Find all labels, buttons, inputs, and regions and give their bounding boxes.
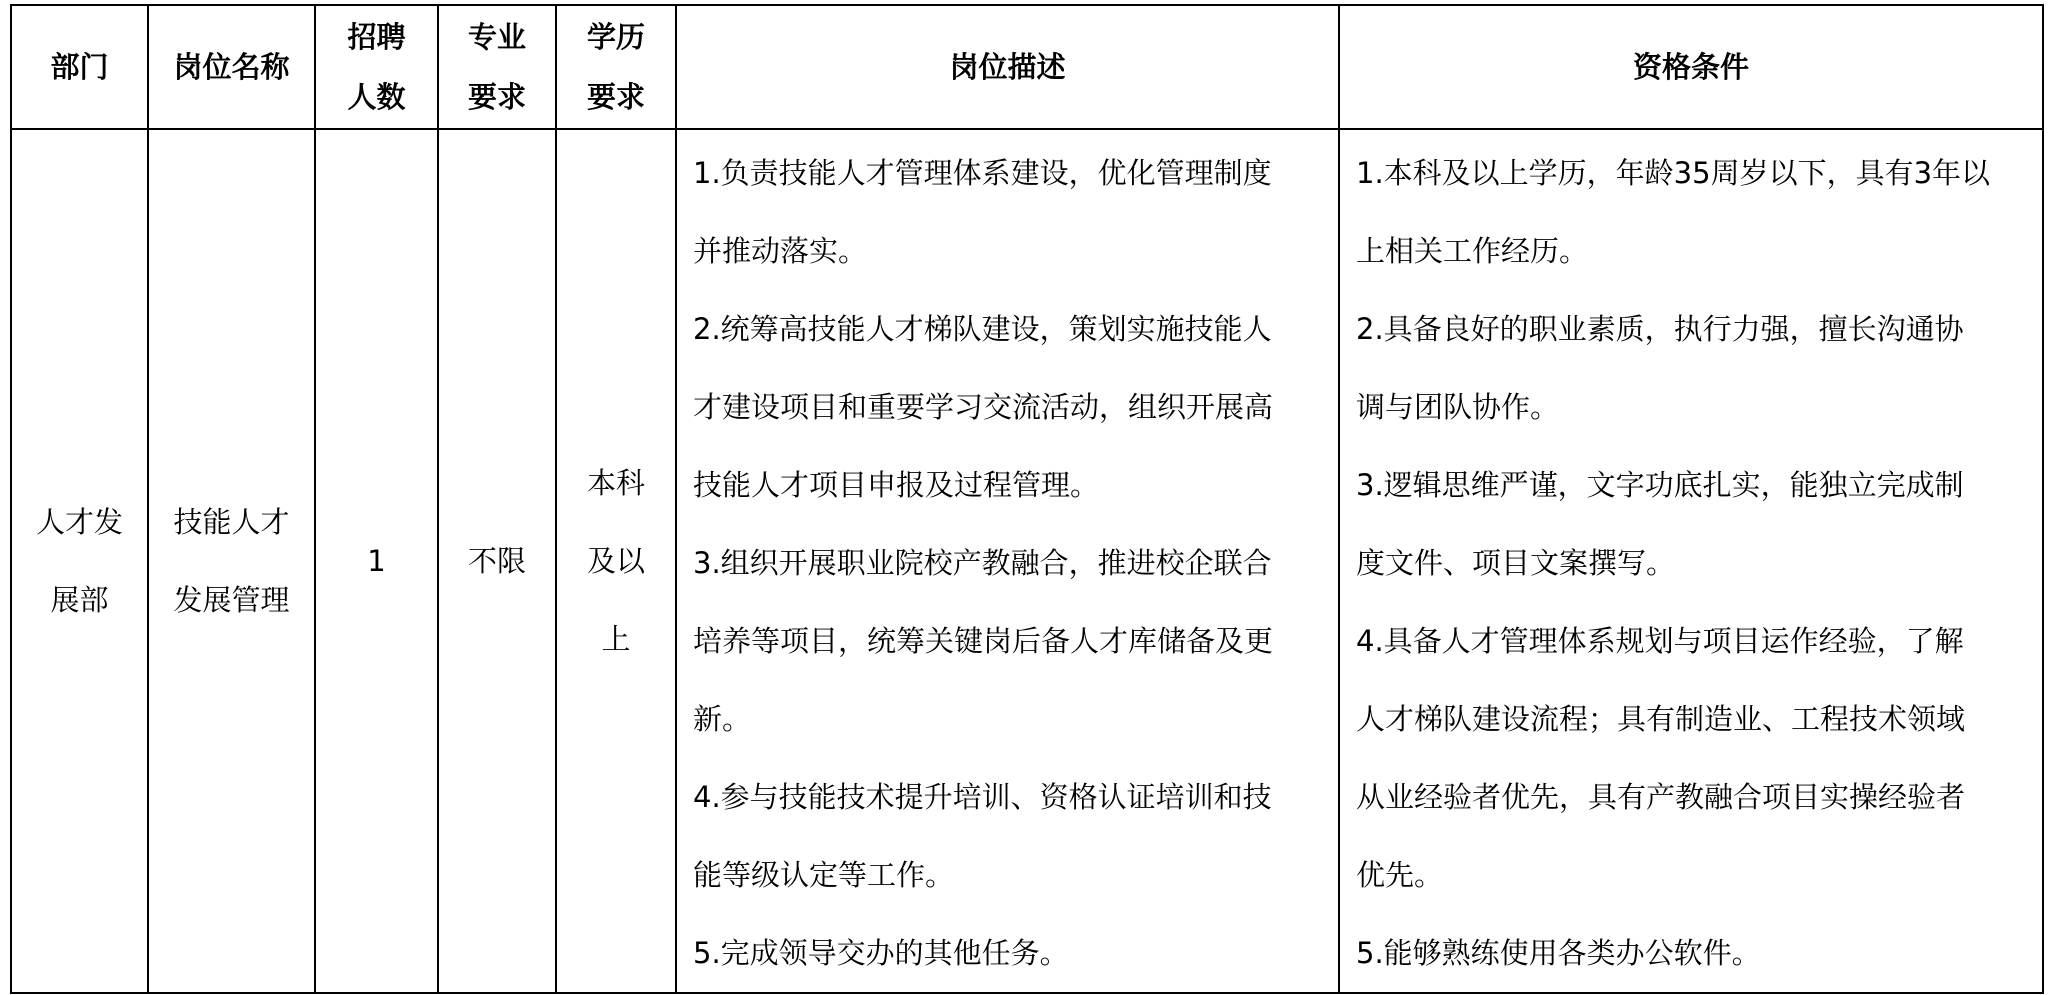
qualification-line: 调与团队协作。 (1356, 390, 1560, 424)
header-education-line2: 要求 (586, 80, 645, 114)
header-position (148, 5, 315, 129)
education-line3: 上 (601, 622, 631, 656)
cell-qualifications (1339, 129, 2043, 993)
description-line: 才建设项目和重要学习交流活动，组织开展高 (693, 390, 1274, 424)
header-headcount-line2: 人数 (347, 80, 406, 114)
qualification-line: 人才梯队建设流程；具有制造业、工程技术领域 (1356, 702, 1966, 736)
qualification-line: 4.具备人才管理体系规划与项目运作经验，了解 (1356, 624, 1964, 658)
position-line2: 发展管理 (173, 583, 290, 617)
position-line1: 技能人才 (173, 505, 290, 539)
qualification-line: 3.逻辑思维严谨，文字功底扎实，能独立完成制 (1356, 468, 1964, 502)
description-line: 技能人才项目申报及过程管理。 (693, 468, 1100, 502)
education-line1: 本科 (586, 466, 645, 500)
job-posting-table (10, 4, 2044, 994)
cell-education (556, 129, 676, 993)
headcount-value: 1 (367, 544, 386, 578)
description-line: 2.统筹高技能人才梯队建设，策划实施技能人 (693, 312, 1272, 346)
qualification-line: 上相关工作经历。 (1356, 234, 1589, 268)
header-qualifications (1339, 5, 2043, 129)
header-position-label: 岗位名称 (173, 50, 290, 84)
cell-department (11, 129, 148, 993)
description-line: 能等级认定等工作。 (693, 858, 955, 892)
major-value: 不限 (467, 544, 526, 578)
description-line: 5.完成领导交办的其他任务。 (693, 936, 1069, 970)
header-department (11, 5, 148, 129)
qualification-line: 2.具备良好的职业素质，执行力强，擅长沟通协 (1356, 312, 1964, 346)
cell-position (148, 129, 315, 993)
job-row (11, 129, 2043, 993)
header-major-line1: 专业 (467, 20, 526, 54)
description-line: 1.负责技能人才管理体系建设，优化管理制度 (693, 156, 1272, 190)
header-major (438, 5, 556, 129)
header-description (676, 5, 1339, 129)
header-qualifications-label: 资格条件 (1632, 50, 1749, 84)
header-education (556, 5, 676, 129)
header-department-label: 部门 (50, 50, 109, 84)
cell-description (676, 129, 1339, 993)
qualification-line: 1.本科及以上学历，年龄35周岁以下，具有3年以 (1356, 156, 1991, 190)
header-headcount-line1: 招聘 (347, 20, 406, 54)
department-line2: 展部 (50, 583, 109, 617)
cell-major (438, 129, 556, 993)
qualification-line: 优先。 (1356, 858, 1444, 892)
header-education-line1: 学历 (586, 20, 645, 54)
description-line: 3.组织开展职业院校产教融合，推进校企联合 (693, 546, 1272, 580)
header-description-label: 岗位描述 (949, 50, 1066, 84)
description-line: 培养等项目，统筹关键岗后备人才库储备及更 (693, 624, 1274, 658)
description-line: 新。 (693, 702, 752, 736)
qualification-line: 度文件、项目文案撰写。 (1356, 546, 1676, 580)
qualification-line: 从业经验者优先，具有产教融合项目实操经验者 (1356, 780, 1966, 814)
header-headcount (315, 5, 438, 129)
header-major-line2: 要求 (467, 80, 526, 114)
header-row (11, 5, 2043, 129)
qualification-line: 5.能够熟练使用各类办公软件。 (1356, 936, 1761, 970)
description-line: 并推动落实。 (693, 234, 868, 268)
description-line: 4.参与技能技术提升培训、资格认证培训和技 (693, 780, 1272, 814)
education-line2: 及以 (586, 544, 645, 578)
department-line1: 人才发 (35, 505, 123, 539)
cell-headcount (315, 129, 438, 993)
